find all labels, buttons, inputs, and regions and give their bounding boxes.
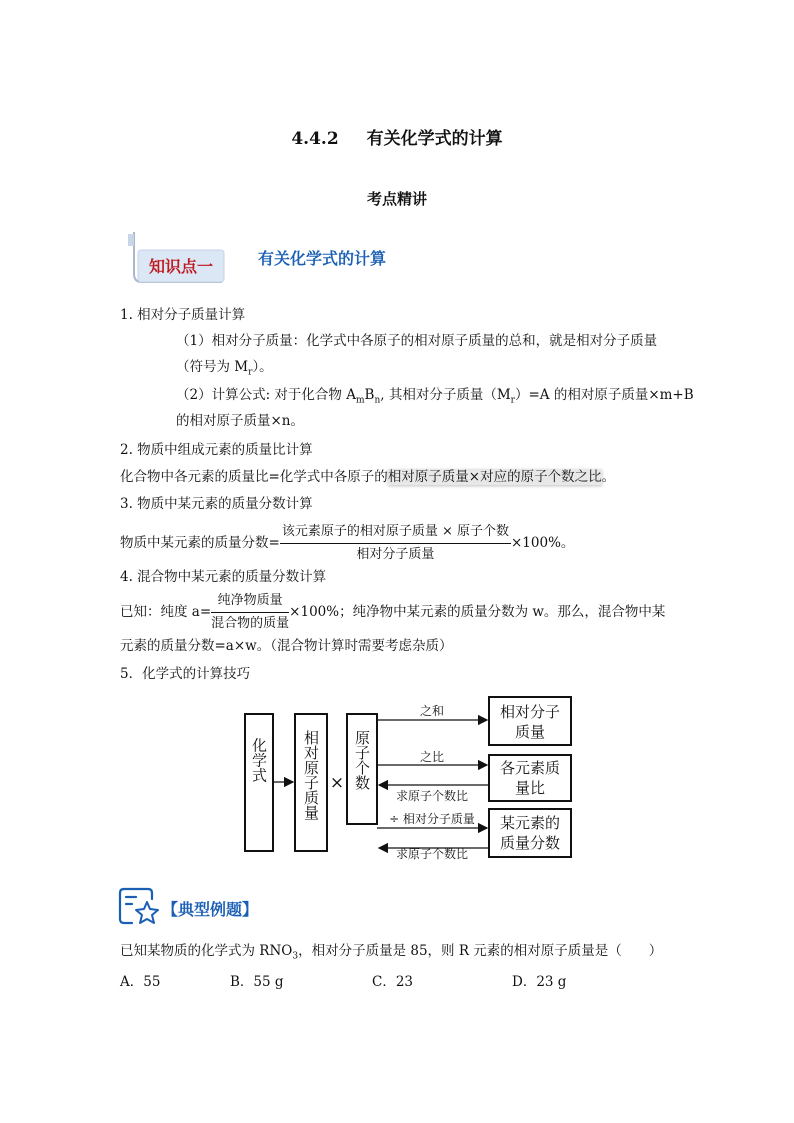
section-number: 4.4.2: [291, 129, 339, 149]
section4-heading: 4. 混合物中某元素的质量分数计算: [120, 569, 327, 585]
result-element-mass-ratio: 各元素质量比: [499, 759, 560, 797]
choice-c[interactable]: C．23: [372, 974, 414, 990]
mass-fraction-formula: $\frac{\text{该元素原子的相对原子质量 × 原子个数}}{\text{相对分子质量}}$: [281, 524, 509, 562]
section1-para1-line1: （1）相对分子质量：化学式中各原子的相对原子质量的总和，就是相对分子质量: [176, 333, 658, 349]
choice-b[interactable]: B．55 g: [230, 974, 284, 990]
section5-heading: 5．化学式的计算技巧: [120, 666, 251, 682]
label-sum: 之和: [419, 704, 445, 718]
section2-body: 化合物中各元素的质量比=化学式中各原子的相对原子质量×对应的原子个数之比。: [120, 469, 616, 485]
knowledge-point-heading: 有关化学式的计算: [258, 249, 387, 268]
section1-para1-line2: （符号为 $M_r$）。: [176, 359, 273, 378]
section1-heading: 1. 相对分子质量计算: [120, 307, 246, 323]
section3-heading: 3. 物质中某元素的质量分数计算: [120, 496, 313, 512]
formula-box: [245, 714, 273, 851]
label-divide-molecular-mass: ÷ 相对分子质量: [389, 812, 475, 826]
formula-label: 化学式: [250, 737, 268, 783]
label-atom-count-ratio-1: 求原子个数比: [395, 789, 469, 803]
page-subtitle: 考点精讲: [366, 190, 427, 208]
section3-formula: 物质中某元素的质量分数= $\frac{\text{该元素原子的相对原子质量 × 原子个数}}{\text{相对分子质量}}$ ×100%。: [120, 522, 574, 565]
atom-count-label: 原子个数: [353, 730, 371, 790]
section4-line1: 已知：纯度 a= $\frac{\text{纯净物质量}}{\text{混合物的质量}}$ ×100%；纯净物中某元素的质量分数为 w。那么，混合物中某: [120, 591, 665, 634]
highlighted-text: 相对原子质量×对应的原子个数之比: [387, 469, 602, 485]
knowledge-point-badge: [120, 226, 230, 286]
title-text: 有关化学式的计算: [366, 129, 503, 149]
choice-a[interactable]: A．55: [120, 974, 161, 990]
relative-atomic-mass-label: 相对原子质量: [302, 730, 320, 820]
choice-d[interactable]: D．23 g: [512, 974, 567, 990]
example-question: 已知某物质的化学式为 $RNO_3$，相对分子质量是 85，则 R 元素的相对原子质量是（ ）: [120, 943, 663, 962]
section1-para2-line2: 的相对原子质量×n。: [176, 413, 305, 429]
page-title: [0, 124, 794, 149]
label-ratio: 之比: [419, 750, 445, 764]
purity-formula: $\frac{\text{纯净物质量}}{\text{混合物的质量}}$: [211, 593, 290, 631]
star-document-icon: [118, 885, 162, 927]
section4-line2: 元素的质量分数=a×w。（混合物计算时需要考虑杂质）: [120, 638, 453, 654]
badge-label: 知识点一: [148, 257, 214, 276]
label-atom-count-ratio-2: 求原子个数比: [395, 847, 469, 860]
result-relative-molecular-mass: 相对分子质量: [499, 703, 560, 741]
example-label: 【典型例题】: [162, 900, 259, 919]
result-element-mass-fraction: 某元素的质量分数: [499, 814, 560, 852]
section1-para2-line1: （2）计算公式: 对于化合物 $A_mB_n$, 其相对分子质量$(M_r)=A$ 的相对原子质量×m+B: [176, 387, 694, 406]
times-sign: ×: [329, 773, 345, 793]
section2-heading: 2. 物质中组成元素的质量比计算: [120, 442, 313, 458]
